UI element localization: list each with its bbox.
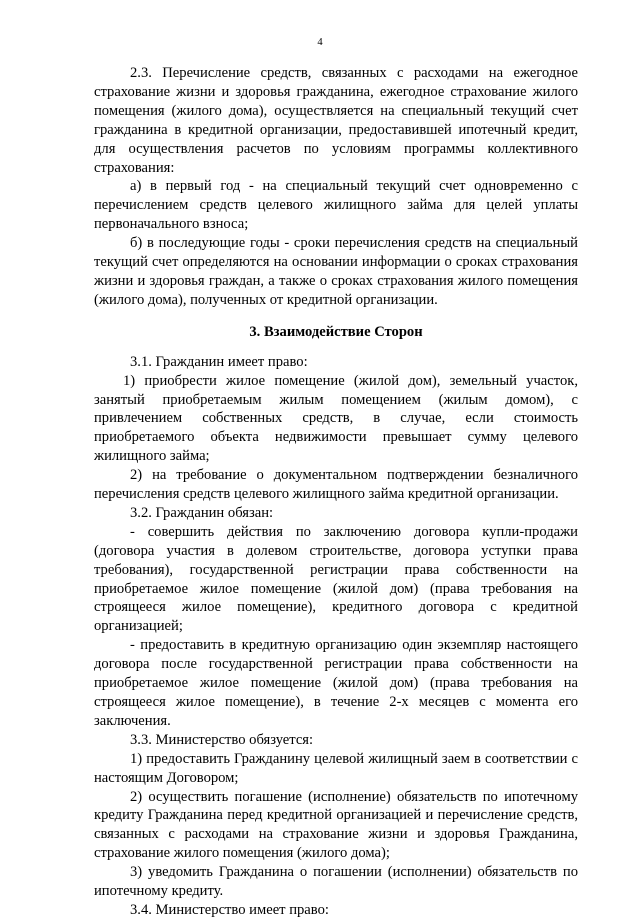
document-body (94, 64, 578, 920)
paragraph-3-2: 3.2. Гражданин обязан: (130, 504, 274, 521)
paragraph-3-3: 3.3. Министерство обязуется: (130, 731, 314, 748)
section-3-heading: 3. Взаимодействие Сторон (249, 323, 423, 340)
paragraph-3-1-item-2: 2) на требование о документальном подтверждении безналичного перечисления средств целевого жилищного займа кредитной организации. (94, 467, 578, 503)
page-number: 4 (317, 37, 323, 48)
paragraph-2-3-b: б) в последующие годы - сроки перечисления средств на специальный текущий счет определяются на основании информации о сроках страхования жизни и здоровья граждан, а также о сроках страхования жилого помещения (жилого дома), полученных от кредитной организации. (94, 235, 578, 308)
paragraph-3-3-item-1: 1) предоставить Гражданину целевой жилищный заем в соответствии с настоящим Договором; (94, 750, 578, 786)
paragraph-3-1: 3.1. Гражданин имеет право: (130, 353, 308, 370)
paragraph-3-1-item-1: 1) приобрести жилое помещение (жилой дом), земельный участок, занятый приобретаемым жилым помещением (жилым домом), с привлечением собственных средств, в случае, если стоимость приобретаемого объекта недвижимости превышает сумму целевого жилищного займа; (94, 372, 578, 465)
paragraph-2-3: 2.3. Перечисление средств, связанных с расходами на ежегодное страхование жизни и здоровья гражданина, ежегодное страхование жилого помещения (жилого дома), осуществляется на специальный текущий счет гражданина в кредитной организации, предоставившей ипотечный кредит, для осуществления расчетов по условиям программы коллективного страхования: (94, 65, 578, 176)
paragraph-3-4: 3.4. Министерство имеет право: (130, 901, 329, 918)
paragraph-3-2-item-1: - совершить действия по заключению договора купли-продажи (договора участия в долевом строительстве, договора уступки права требования), государственной регистрации права собственности на приобретаемое жилое помещение (жилой дом) (права требования на строящееся жилое помещение), кредитного договора с кредитной организацией; (94, 523, 578, 635)
paragraph-3-3-item-3: 3) уведомить Гражданина о погашении (исполнении) обязательств по ипотечному кредиту. (94, 864, 578, 900)
paragraph-2-3-a: а) в первый год - на специальный текущий счет одновременно с перечислением средств целевого жилищного займа для целей уплаты первоначального взноса; (94, 178, 578, 233)
paragraph-3-2-item-2: - предоставить в кредитную организацию один экземпляр настоящего договора после государственной регистрации права собственности на приобретаемое жилое помещение (жилой дом) (права требования на строящееся жилое помещение), в течение 2-х месяцев с момента его заключения. (94, 637, 578, 729)
paragraph-3-3-item-2: 2) осуществить погашение (исполнение) обязательств по ипотечному кредиту Гражданина перед кредитной организацией и перечисление средств, связанных с расходами на страхование жизни и здоровья Гражданина, страхование жилого помещения (жилого дома); (94, 788, 578, 862)
